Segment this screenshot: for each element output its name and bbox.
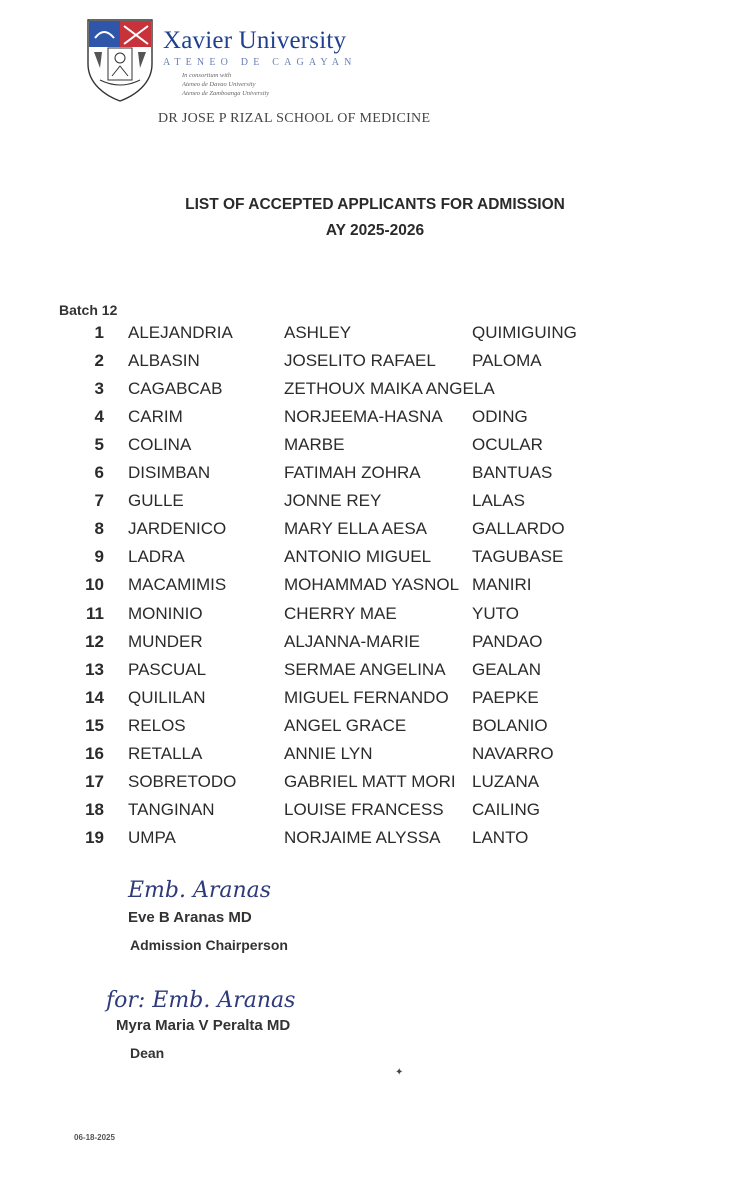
applicant-last-name: RELOS [128,715,186,735]
applicant-middle-name: MANIRI [472,575,532,595]
applicant-last-name: RETALLA [128,743,203,763]
dean-signature: for: Emb. Aranas [106,988,296,1013]
chairperson-signature: Emb. Aranas [128,878,272,903]
applicant-row [0,463,750,491]
applicant-row [0,407,750,435]
university-crest-logo [86,18,154,102]
applicant-middle-name: PAEPKE [472,687,539,707]
applicant-middle-name: GEALAN [472,659,541,679]
university-name: Xavier University [163,27,347,54]
applicant-row [0,716,750,744]
applicant-number: 4 [94,407,104,427]
applicant-number: 13 [85,659,104,679]
applicant-first-name: ANGEL GRACE [284,715,407,735]
applicant-middle-name: OCULAR [472,435,543,455]
applicant-last-name: CAGABCAB [128,379,223,399]
applicant-number: 3 [94,379,104,399]
applicant-last-name: UMPA [128,827,176,847]
applicant-row [0,435,750,463]
applicant-number: 8 [94,519,104,539]
applicant-middle-name: BOLANIO [472,715,548,735]
applicant-middle-name: LANTO [472,827,529,847]
applicant-row [0,491,750,519]
applicant-last-name: MUNDER [128,631,203,651]
applicant-first-name: MOHAMMAD YASNOL [284,575,460,595]
applicant-first-name: JONNE REY [284,491,382,511]
applicant-middle-name: BANTUAS [472,463,553,483]
applicant-last-name: QUILILAN [128,687,206,707]
applicant-number: 7 [94,491,104,511]
applicant-last-name: DISIMBAN [128,463,211,483]
applicant-last-name: GULLE [128,491,184,511]
applicant-row [0,519,750,547]
batch-label: Batch 12 [59,302,118,318]
consortium-note: In consortium with [182,72,232,79]
applicant-row [0,772,750,800]
applicant-row [0,688,750,716]
applicant-last-name: MACAMIMIS [128,575,227,595]
applicant-row [0,575,750,603]
applicant-row [0,828,750,856]
school-name: DR JOSE P RIZAL SCHOOL OF MEDICINE [158,111,431,126]
applicant-number: 2 [94,351,104,371]
applicant-first-name: NORJEEMA-HASNA [284,407,443,427]
applicant-last-name: ALBASIN [128,351,200,371]
applicant-row [0,379,750,407]
applicant-number: 18 [85,799,104,819]
applicant-first-name: GABRIEL MATT MORI [284,771,456,791]
applicant-first-name: SERMAE ANGELINA [284,659,446,679]
dean-name: Myra Maria V Peralta MD [116,1017,291,1034]
applicant-first-name: ANTONIO MIGUEL [284,547,432,567]
applicant-row [0,604,750,632]
applicant-number: 6 [94,463,104,483]
applicant-first-name: MARBE [284,435,345,455]
applicant-last-name: MONINIO [128,603,203,623]
applicant-first-name: JOSELITO RAFAEL [284,351,436,371]
applicant-number: 10 [85,575,104,595]
applicant-last-name: PASCUAL [128,659,207,679]
applicant-first-name: FATIMAH ZOHRA [284,463,421,483]
applicant-last-name: COLINA [128,435,192,455]
applicant-last-name: JARDENICO [128,519,227,539]
chairperson-name: Eve B Aranas MD [128,909,252,926]
applicant-middle-name: ODING [472,407,528,427]
applicant-first-name: CHERRY MAE [284,603,397,623]
academic-year: AY 2025-2026 [325,222,425,239]
applicant-first-name: NORJAIME ALYSSA [284,827,441,847]
applicant-row [0,744,750,772]
applicant-last-name: SOBRETODO [128,771,237,791]
applicant-row [0,660,750,688]
chairperson-role: Admission Chairperson [130,937,288,953]
applicant-row [0,323,750,351]
applicant-first-name: ASHLEY [284,323,352,342]
applicant-row [0,632,750,660]
applicant-number: 12 [85,631,104,651]
applicant-number: 19 [85,827,104,847]
applicant-number: 5 [94,435,104,455]
applicant-last-name: LADRA [128,547,185,567]
applicant-number: 16 [85,743,104,763]
applicant-row [0,547,750,575]
scan-speck: ✦ [395,1067,404,1078]
applicant-middle-name: NAVARRO [472,743,554,763]
applicant-middle-name: CAILING [472,799,541,819]
applicant-middle-name: GALLARDO [472,519,565,539]
applicant-middle-name: LUZANA [472,771,540,791]
university-subtitle: ATENEO DE CAGAYAN [163,57,357,68]
applicant-first-name: ALJANNA-MARIE [284,631,421,651]
document-title: LIST OF ACCEPTED APPLICANTS FOR ADMISSION [185,196,565,213]
applicant-first-name: MARY ELLA AESA [284,519,428,539]
applicant-number: 17 [85,771,104,791]
applicant-number: 14 [85,687,104,707]
applicant-first-name: MIGUEL FERNANDO [284,687,449,707]
dean-role: Dean [130,1045,165,1061]
applicant-middle-name: LALAS [472,491,525,511]
applicant-middle-name: PANDAO [472,631,543,651]
applicant-number: 1 [94,323,104,342]
applicant-row [0,351,750,379]
applicant-middle-name: QUIMIGUING [472,323,577,342]
applicant-row [0,800,750,828]
applicant-middle-name: YUTO [472,603,519,623]
applicant-first-name: LOUISE FRANCESS [284,799,444,819]
applicant-number: 15 [85,715,104,735]
consortium-note: Ateneo de Zamboanga University [182,90,270,97]
applicant-number: 11 [86,603,104,623]
applicant-middle-name: TAGUBASE [472,547,564,567]
applicant-first-name: ANNIE LYN [284,743,373,763]
consortium-note: Ateneo de Davao University [182,81,256,88]
applicant-middle-name: PALOMA [472,351,542,371]
applicant-last-name: ALEJANDRIA [128,323,233,342]
document-date: 06-18-2025 [74,1133,115,1142]
applicant-last-name: TANGINAN [128,799,215,819]
applicant-first-name: ZETHOUX MAIKA ANGELA [284,379,495,399]
applicant-number: 9 [94,547,104,567]
applicant-last-name: CARIM [128,407,183,427]
